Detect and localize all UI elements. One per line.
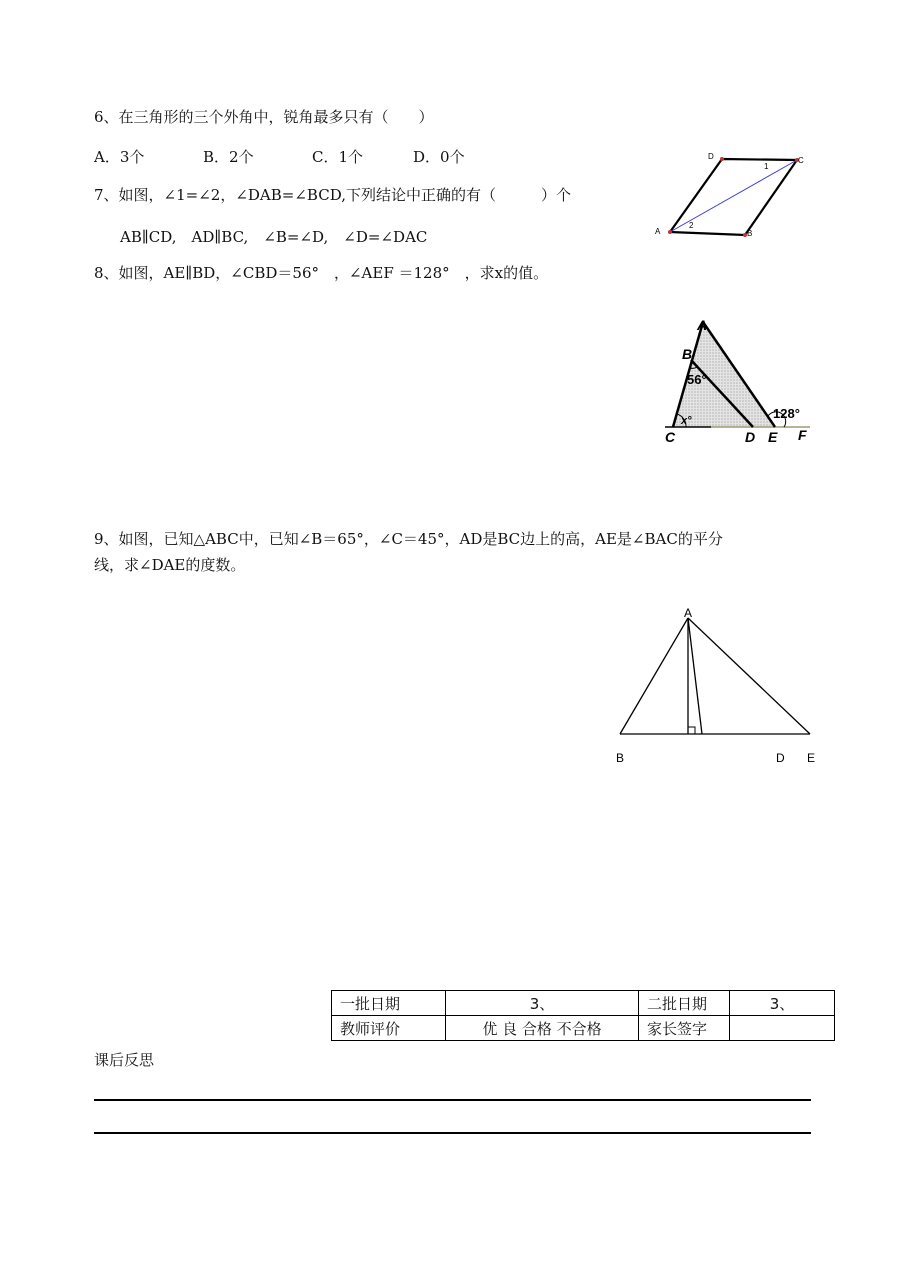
second-batch-date-label: 二批日期 [639,991,730,1016]
q9-triangle-figure [605,600,825,770]
q8-triangle-figure [655,310,820,450]
bisector-ae [688,618,702,734]
label-angle-2: 2 [689,221,694,230]
label-angle-1: 1 [764,162,769,171]
label-a: A [655,227,661,236]
label-e: E [768,429,778,445]
label-c: C [665,429,676,445]
point-a [668,230,672,234]
q9-stem-line2: 线，求∠DAE的度数。 [94,556,246,574]
grade-table [331,990,835,1041]
teacher-evaluation-label: 教师评价 [332,1016,446,1041]
label-a: A [684,606,693,620]
q7-stem: 7、如图，∠1=∠2，∠DAB=∠BCD,下列结论中正确的有（ ）个 [94,186,571,204]
parent-signature-field [730,1016,835,1041]
grade-row-2 [332,1016,835,1041]
q8-stem: 8、如图，AE∥BD，∠CBD＝56° ，∠AEF ＝128° ，求x的值。 [94,264,549,282]
first-batch-date-label: 一批日期 [332,991,446,1016]
side-ac [688,618,810,734]
label-b: B [747,229,753,238]
q6-option-c: C．1个 [312,148,364,166]
q6-stem: 6、在三角形的三个外角中，锐角最多只有（ ） [94,108,434,126]
first-batch-date-value: 3、 [446,991,639,1016]
q7-statements: AB∥CD, AD∥BC, ∠B=∠D, ∠D=∠DAC [120,228,428,246]
label-d: D [745,429,756,445]
q9-stem-line1: 9、如图，已知△ABC中，已知∠B＝65°，∠C＝45°，AD是BC边上的高，AE是∠BAC的平分 [94,530,723,548]
teacher-evaluation-options: 优 良 合格 不合格 [446,1016,639,1041]
label-angle-x: x° [681,415,692,427]
parent-signature-label: 家长签字 [639,1016,730,1041]
label-f: F [798,427,807,443]
q6-option-a: A．3个 [94,148,145,166]
label-c: C [798,156,804,165]
label-angle-128: 128° [773,406,800,421]
q6-option-d: D．0个 [413,148,465,166]
reflection-title: 课后反思 [94,1051,155,1069]
label-d: D [776,751,785,765]
side-ab [620,618,688,734]
label-e: E [807,751,816,765]
q6-option-b: B．2个 [203,148,254,166]
reflection-line-2 [94,1132,811,1134]
label-angle-56: 56° [687,372,707,387]
reflection-line-1 [94,1099,811,1101]
grade-row-1 [332,991,835,1016]
point-d [720,157,724,161]
label-d: D [708,152,714,161]
label-b: B [682,346,693,362]
q7-parallelogram-figure [650,148,810,240]
right-angle-mark [688,727,695,734]
label-a: A [697,317,708,333]
second-batch-date-value: 3、 [730,991,835,1016]
label-b: B [616,751,625,765]
